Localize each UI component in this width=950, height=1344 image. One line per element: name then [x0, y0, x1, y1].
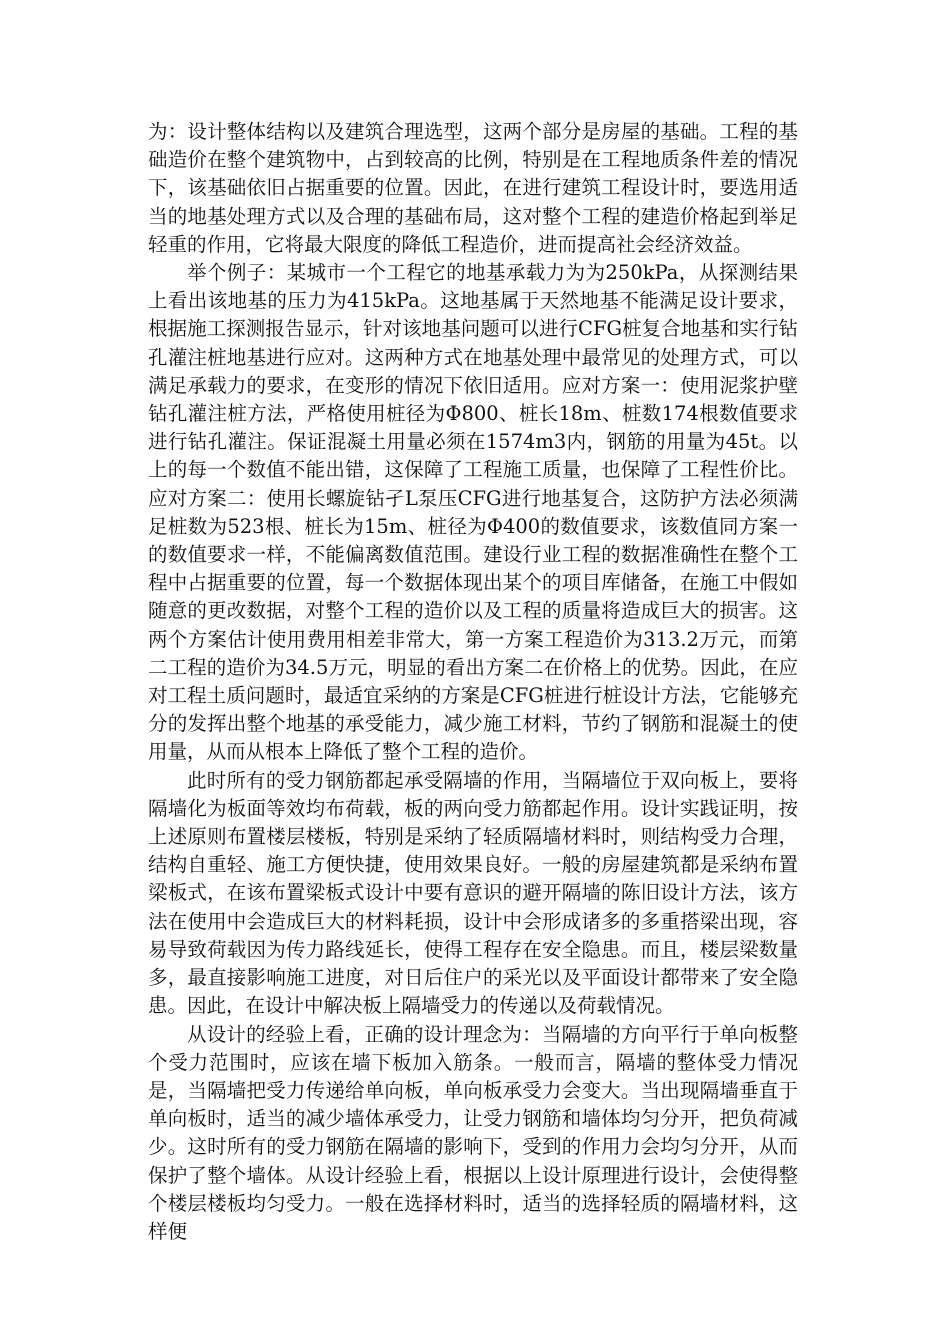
- paragraph-3: 此时所有的受力钢筋都起承受隔墙的作用，当隔墙位于双向板上，要将隔墙化为板面等效均布荷载，板的两向受力筋都起作用。设计实践证明，按上述原则布置楼层楼板，特别是采纳了轻质隔墙材料时，则结构受力合理，结构自重轻、施工方便快捷，使用效果良好。一般的房屋建筑都是采纳布置梁板式，在该布置梁板式设计中要有意识的避开隔墙的陈旧设计方法，该方法在使用中会造成巨大的材料耗损，设计中会形成诸多的多重搭梁出现，容易导致荷载因为传力路线延长，使得工程存在安全隐患。而且，楼层梁数量多，最直接影响施工进度，对日后住户的采光以及平面设计都带来了安全隐患。因此，在设计中解决板上隔墙受力的传递以及荷载情况。: [148, 768, 798, 1018]
- document-body: [148, 118, 798, 1246]
- paragraph-2: 举个例子：某城市一个工程它的地基承载力为为250kPa，从探测结果上看出该地基的压力为415kPa。这地基属于天然地基不能满足设计要求，根据施工探测报告显示，针对该地基问题可以进行CFG桩复合地基和实行钻孔灌注桩地基进行应对。这两种方式在地基处理中最常见的处理方式，可以满足承载力的要求，在变形的情况下依旧适用。应对方案一：使用泥浆护壁钻孔灌注桩方法，严格使用桩径为Φ800、桩长18m、桩数174根数值要求进行钻孔灌注。保证混凝土用量必须在1574m3内，钢筋的用量为45t。以上的每一个数值不能出错，这保障了工程施工质量，也保障了工程性价比。应对方案二：使用长螺旋钻孑L泵压CFG进行地基复合，这防护方法必须满足桩数为523根、桩长为15m、桩径为Φ400的数值要求，该数值同方案一的数值要求一样，不能偏离数值范围。建设行业工程的数据准确性在整个工程中占据重要的位置，每一个数据体现出某个的项目库储备，在施工中假如随意的更改数据，对整个工程的造价以及工程的质量将造成巨大的损害。这两个方案估计使用费用相差非常大，第一方案工程造价为313.2万元，而第二工程的造价为34.5万元，明显的看出方案二在价格上的优势。因此，在应对工程土质问题时，最适宜采纳的方案是CFG桩进行桩设计方法，它能够充分的发挥出整个地基的承受能力，减少施工材料，节约了钢筋和混凝土的使用量，从而从根本上降低了整个工程的造价。: [148, 261, 798, 764]
- paragraph-4: 从设计的经验上看，正确的设计理念为：当隔墙的方向平行于单向板整个受力范围时，应该在墙下板加入筋条。一般而言，隔墙的整体受力情况是，当隔墙把受力传递给单向板，单向板承受力会变大。当出现隔墙垂直于单向板时，适当的减少墙体承受力，让受力钢筋和墙体均匀分开，把负荷减少。这时所有的受力钢筋在隔墙的影响下，受到的作用力会均匀分开，从而保护了整个墙体。从设计经验上看，根据以上设计原理进行设计，会使得整个楼层楼板均匀受力。一般在选择材料时，适当的选择轻质的隔墙材料，这样便: [148, 1022, 798, 1243]
- paragraph-1: 为：设计整体结构以及建筑合理选型，这两个部分是房屋的基础。工程的基础造价在整个建筑物中，占到较高的比例，特别是在工程地质条件差的情况下，该基础依旧占据重要的位置。因此，在进行建筑工程设计时，要选用适当的地基处理方式以及合理的基础布局，这对整个工程的建造价格起到举足轻重的作用，它将最大限度的降低工程造价，进而提高社会经济效益。: [148, 120, 798, 256]
